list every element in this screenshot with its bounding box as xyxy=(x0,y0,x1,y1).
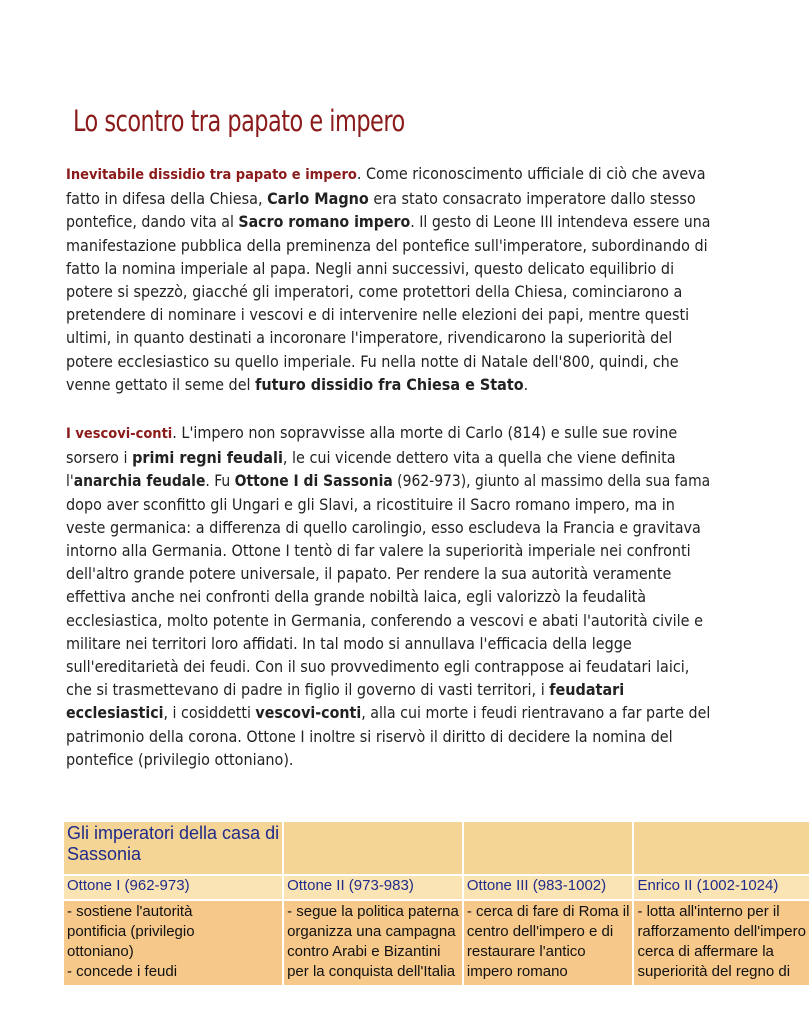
page-title: Lo scontro tra papato e impero xyxy=(73,104,405,138)
table-title-cell-4 xyxy=(634,822,809,874)
term-ottone-i: Ottone I di Sassonia xyxy=(234,471,393,491)
cell-enrico-ii: - lotta all'interno per il rafforzamento dell'impero cerca di affermare la superiorità del regno di xyxy=(634,901,809,985)
table-title: Gli imperatori della casa di Sassonia xyxy=(64,822,282,874)
header-enrico-ii: Enrico II (1002-1024) xyxy=(634,876,809,899)
paragraph-papato-impero: Inevitabile dissidio tra papato e impero. Come riconoscimento ufficiale di ciò che aveva fatto in difesa della Chiesa, Carlo Magno era stato consacrato imperatore dallo stesso pontefice, dando vita al Sacro romano impero. Il gesto di Leone III intendeva essere una manifestazione pubblica della preminenza del pontefice sull'imperatore, subordinando di fatto la nomina imperiale al papa. Negli anni successivi, questo delicato equilibrio di potere si spezzò, giacché gli imperatori, come protettori della Chiesa, cominciarono a pretendere di nominare i vescovi e di intervenire nelle elezioni dei papi, mentre questi ultimi, in quanto destinati a incoronare l'imperatore, rivendicarono la superiorità del potere ecclesiastico su quello imperiale. Fu nella notte di Natale dell'800, quindi, che venne gettato il seme del futuro dissidio fra Chiesa e Stato. xyxy=(66,164,711,394)
term-carlo-magno: Carlo Magno xyxy=(267,189,369,209)
header-ottone-iii: Ottone III (983-1002) xyxy=(464,876,633,899)
table-title-cell-2 xyxy=(284,822,462,874)
cell-ottone-iii: - cerca di fare di Roma il centro dell'impero e di restaurare l'antico impero romano xyxy=(464,901,633,985)
cell-ottone-i: - sostiene l'autorità pontificia (privilegio ottoniano) - concede i feudi xyxy=(64,901,282,985)
paragraph-vescovi-conti: I vescovi-conti. L'impero non sopravvisse alla morte di Carlo (814) e sulle sue rovine sorsero i primi regni feudali, le cui vicende dettero vita a quella che viene definita l'anarchia feudale. Fu Ottone I di Sassonia (962-973), giunto al massimo della sua fama dopo aver sconfitto gli Ungari e gli Slavi, a ricostituire il Sacro romano impero, ma in veste germanica: a differenza di quello carolingio, esso escludeva la Francia e gravitava intorno alla Germania. Ottone I tentò di far valere la superiorità imperiale nei confronti dell'altro grande potere universale, il papato. Per rendere la sua autorità veramente effettiva anche nei confronti della grande nobiltà laica, egli valorizzò la feudalità ecclesiastica, molto potente in Germania, conferendo a vescovi e abati l'autorità civile e militare nei territori loro affidati. In tal modo si annullava l'efficacia della legge sull'ereditarietà dei feudi. Con il suo provvedimento egli contrappose ai feudatari laici, che si trasmettevano di padre in figlio il governo di vasti territori, i feudatari ecclesiastici, i cosiddetti vescovi-conti, alla cui morte i feudi rientravano a far parte del patrimonio della corona. Ottone I inoltre si riservò il diritto di decidere la nomina del pontefice (privilegio ottoniano). xyxy=(66,423,711,769)
table-row xyxy=(64,901,809,985)
term-vescovi-conti: vescovi-conti xyxy=(255,703,362,723)
lead-vescovi-conti: I vescovi-conti xyxy=(66,426,173,442)
term-ecclesiastici: ecclesiastici xyxy=(66,703,164,723)
emperors-table xyxy=(62,820,811,987)
header-ottone-ii: Ottone II (973-983) xyxy=(284,876,462,899)
term-feudatari: feudatari xyxy=(549,680,625,700)
term-futuro-dissidio: futuro dissidio fra Chiesa e Stato xyxy=(255,374,524,394)
header-ottone-i: Ottone I (962-973) xyxy=(64,876,282,899)
lead-dissidio: Inevitabile dissidio tra papato e impero xyxy=(66,167,357,183)
table-title-row xyxy=(64,822,809,874)
table-header-row xyxy=(64,876,809,899)
term-anarchia-feudale: anarchia feudale xyxy=(73,471,206,491)
term-primi-regni-feudali: primi regni feudali xyxy=(132,448,283,468)
term-sacro-romano-impero: Sacro romano impero xyxy=(238,212,411,232)
cell-ottone-ii: - segue la politica paterna organizza una campagna contro Arabi e Bizantini per la conquista dell'Italia xyxy=(284,901,462,985)
table-title-cell-3 xyxy=(464,822,633,874)
